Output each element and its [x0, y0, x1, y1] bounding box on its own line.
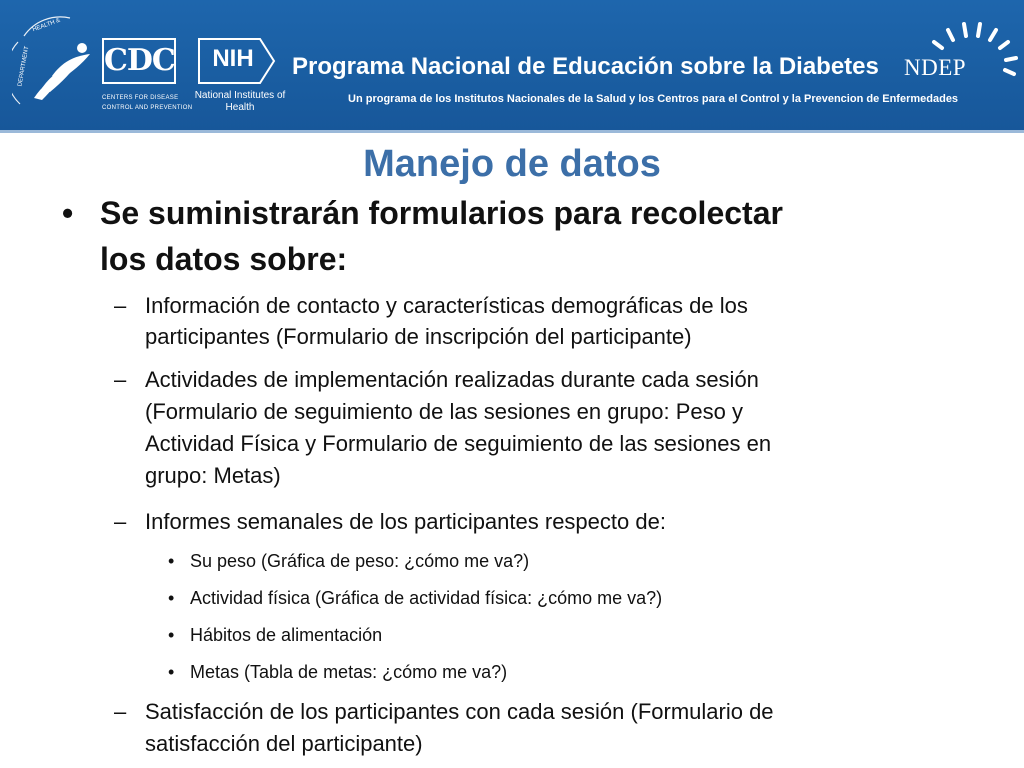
svg-text:HEALTH &: HEALTH & [31, 17, 62, 34]
program-title: Programa Nacional de Educación sobre la Diabetes [292, 53, 879, 80]
nih-subtitle: National Institutes of Health [194, 90, 286, 113]
dash-marker: – [114, 509, 127, 534]
subitem-metas: Metas (Tabla de metas: ¿cómo me va?) [190, 662, 508, 682]
item2-line1: Actividades de implementación realizadas durante cada sesión [145, 367, 759, 392]
slide-title: Manejo de datos [363, 143, 661, 185]
item3-line1: Informes semanales de los participantes respecto de: [145, 509, 666, 534]
banner-divider [0, 130, 1024, 133]
main-bullet-line2: los datos sobre: [100, 241, 348, 277]
sub-bullet-marker: • [168, 551, 175, 571]
dash-marker: – [114, 367, 127, 392]
subitem-habitos: Hábitos de alimentación [190, 625, 383, 645]
item1-line1: Información de contacto y características demográficas de los [145, 293, 748, 318]
cdc-subtitle-line2: CONTROL AND PREVENTION [102, 105, 193, 111]
bullet-marker: • [62, 195, 74, 231]
hhs-seal-icon [12, 12, 98, 120]
main-bullet-line1: Se suministrarán formularios para recolectar [100, 195, 783, 231]
sub-bullet-marker: • [168, 625, 175, 645]
subitem-actividad: Actividad física (Gráfica de actividad física: ¿cómo me va?) [190, 588, 663, 608]
item4-line1: Satisfacción de los participantes con cada sesión (Formulario de [145, 699, 774, 724]
program-subtitle: Un programa de los Institutos Nacionales de la Salud y los Centros para el Control y la Prevencion de Enfermedades [348, 93, 959, 105]
item1-line2: participantes (Formulario de inscripción del participante) [145, 324, 692, 349]
item4-line2: satisfacción del participante) [145, 731, 423, 756]
nih-label: NIH [212, 45, 254, 72]
header-banner [0, 0, 1024, 130]
nih-logo [194, 38, 286, 118]
item2-line3: Actividad Física y Formulario de seguimiento de las sesiones en [145, 431, 772, 456]
item2-line2: (Formulario de seguimiento de las sesiones en grupo: Peso y [145, 399, 743, 424]
ndep-logo-text: NDEP [904, 55, 967, 80]
svg-text:DEPARTMENT: DEPARTMENT [17, 45, 31, 87]
subitem-peso: Su peso (Gráfica de peso: ¿cómo me va?) [190, 551, 530, 571]
item2-line4: grupo: Metas) [145, 463, 281, 488]
cdc-subtitle-line1: CENTERS FOR DISEASE [102, 95, 179, 101]
sub-bullet-marker: • [168, 588, 175, 608]
dash-marker: – [114, 699, 127, 724]
cdc-logo [100, 38, 192, 118]
sub-bullet-marker: • [168, 662, 175, 682]
dash-marker: – [114, 293, 127, 318]
cdc-label: CDC [102, 38, 176, 84]
